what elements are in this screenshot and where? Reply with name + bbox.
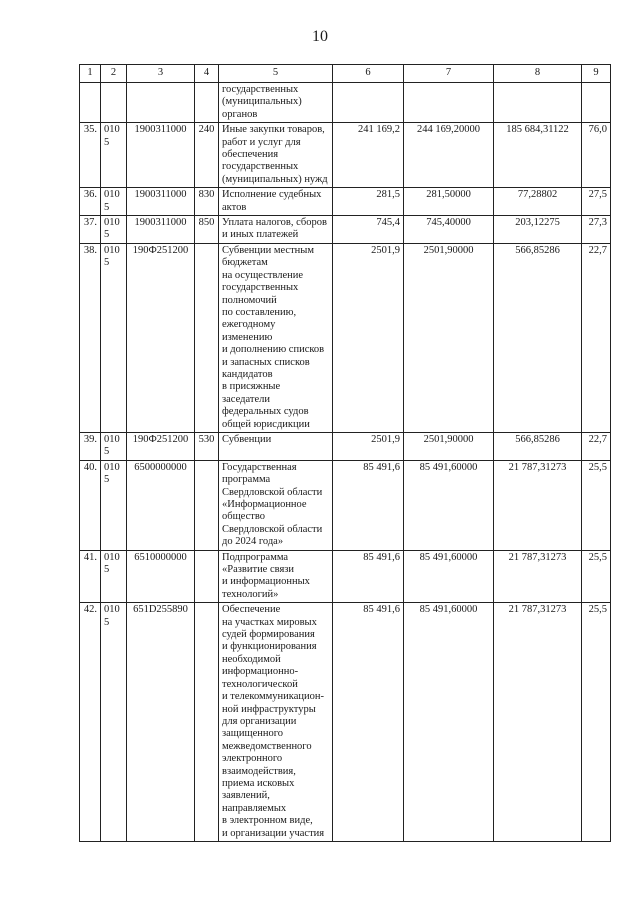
plan-amount: 2501,9 [333, 432, 404, 460]
item-name-line: государственных [222, 282, 299, 294]
table-row [80, 123, 611, 188]
column-header-5: 5 [219, 65, 333, 83]
item-name-line: электронного [222, 753, 283, 765]
table-row [80, 603, 611, 842]
item-name-line: органов [222, 108, 258, 120]
execution-percent: 22,7 [582, 243, 611, 432]
target-article: 1900311000 [127, 188, 195, 216]
column-header-1: 1 [80, 65, 101, 83]
plan-amount: 85 491,6 [333, 460, 404, 550]
target-article: 6500000000 [127, 460, 195, 550]
column-header-3: 3 [127, 65, 195, 83]
expense-type [195, 460, 219, 550]
item-name-line: технологической [222, 678, 298, 690]
table-row [80, 460, 611, 550]
item-name-line: государственных [222, 84, 299, 95]
item-name-line: Субвенции местным [222, 244, 314, 256]
executed-amount: 77,28802 [494, 188, 582, 216]
table-row [80, 550, 611, 603]
item-name-line: и информационных [222, 576, 310, 588]
item-name-line: до 2024 года» [222, 536, 284, 548]
target-article: 1900311000 [127, 216, 195, 244]
execution-percent: 25,5 [582, 603, 611, 842]
section-code [101, 83, 127, 123]
item-name-line: «Развитие связи [222, 564, 295, 576]
refined-amount: 244 169,20000 [404, 123, 494, 188]
item-name-line: Исполнение судебных [222, 189, 322, 201]
expense-type: 830 [195, 188, 219, 216]
item-name-line: на осуществление [222, 269, 304, 281]
execution-percent: 25,5 [582, 550, 611, 603]
item-name [219, 216, 333, 244]
item-name-line: направляемых [222, 802, 287, 814]
item-name-line: защищенного [222, 728, 284, 740]
table-row [80, 188, 611, 216]
column-header-2: 2 [101, 65, 127, 83]
execution-percent [582, 83, 611, 123]
item-name-line: кандидатов [222, 368, 273, 380]
item-name [219, 123, 333, 188]
item-name-line: Уплата налогов, сборов [222, 217, 327, 229]
item-name-line: приема исковых [222, 777, 295, 789]
execution-percent: 25,5 [582, 460, 611, 550]
refined-amount [404, 83, 494, 123]
item-name-line: заседатели [222, 393, 270, 405]
section-code: 0105 [101, 243, 127, 432]
column-header-8: 8 [494, 65, 582, 83]
item-name-line: Субвенции [222, 433, 272, 445]
executed-amount: 21 787,31273 [494, 550, 582, 603]
column-header-6: 6 [333, 65, 404, 83]
item-name-line: ной инфраструктуры [222, 703, 316, 715]
target-article: 190Ф251200 [127, 243, 195, 432]
expense-type [195, 550, 219, 603]
item-name-line: обеспечения [222, 149, 279, 161]
item-name [219, 83, 333, 123]
execution-percent: 22,7 [582, 432, 611, 460]
item-name-line: необходимой [222, 653, 281, 665]
item-name-line: Свердловской области [222, 523, 323, 535]
refined-amount: 2501,90000 [404, 432, 494, 460]
item-name-line: «Информационное [222, 499, 307, 510]
item-name-line: Государственная [222, 461, 297, 473]
item-name-line: Обеспечение [222, 604, 281, 616]
executed-amount: 185 684,31122 [494, 123, 582, 188]
item-name-line: и функционирования [222, 641, 317, 653]
row-number: 42. [80, 603, 101, 842]
section-code: 0105 [101, 188, 127, 216]
executed-amount: 566,85286 [494, 243, 582, 432]
item-name-line: технологий» [222, 588, 279, 600]
row-number: 38. [80, 243, 101, 432]
target-article: 190Ф251200 [127, 432, 195, 460]
section-code: 0105 [101, 460, 127, 550]
table-header-row [80, 65, 611, 83]
column-header-9: 9 [582, 65, 611, 83]
execution-percent: 76,0 [582, 123, 611, 188]
expense-type [195, 603, 219, 842]
refined-amount: 2501,90000 [404, 243, 494, 432]
target-article: 6510000000 [127, 550, 195, 603]
item-name-line: Подпрограмма [222, 551, 289, 563]
item-name-line: полномочий [222, 294, 277, 306]
item-name [219, 460, 333, 550]
item-name [219, 243, 333, 432]
column-header-7: 7 [404, 65, 494, 83]
section-code: 0105 [101, 603, 127, 842]
item-name-line: для организации [222, 715, 297, 727]
executed-amount: 566,85286 [494, 432, 582, 460]
section-code: 0105 [101, 550, 127, 603]
item-name-line: межведомственного [222, 740, 312, 752]
row-number [80, 83, 101, 123]
table-body [80, 83, 611, 842]
item-name-line: заявлений, [222, 790, 270, 802]
expense-type: 850 [195, 216, 219, 244]
item-name-line: программа [222, 474, 271, 486]
item-name [219, 550, 333, 603]
table-row [80, 83, 611, 123]
item-name [219, 432, 333, 460]
item-name-line: государственных [222, 161, 299, 173]
item-name-line: в присяжные [222, 381, 281, 393]
plan-amount: 241 169,2 [333, 123, 404, 188]
table-row [80, 216, 611, 244]
executed-amount: 21 787,31273 [494, 460, 582, 550]
item-name-line: и телекоммуникацион- [222, 691, 324, 703]
item-name-line: в электронном виде, [222, 815, 313, 827]
expense-type: 240 [195, 123, 219, 188]
item-name-line: федеральных судов [222, 406, 309, 418]
refined-amount: 85 491,60000 [404, 603, 494, 842]
expense-type: 530 [195, 432, 219, 460]
executed-amount: 21 787,31273 [494, 603, 582, 842]
refined-amount: 85 491,60000 [404, 550, 494, 603]
item-name-line: информационно- [222, 666, 299, 678]
page-number: 10 [312, 28, 328, 45]
item-name-line: взаимодействия, [222, 765, 296, 777]
target-article [127, 83, 195, 123]
item-name-line: по составлению, [222, 306, 297, 318]
item-name-line: Свердловской области [222, 486, 323, 498]
item-name-line: (муниципальных) нужд [222, 173, 328, 185]
row-number: 35. [80, 123, 101, 188]
table-row [80, 432, 611, 460]
table-row [80, 243, 611, 432]
executed-amount: 203,12275 [494, 216, 582, 244]
plan-amount [333, 83, 404, 123]
item-name-line: актов [222, 201, 247, 213]
plan-amount: 2501,9 [333, 243, 404, 432]
item-name-line: судей формирования [222, 629, 315, 641]
execution-percent: 27,5 [582, 188, 611, 216]
item-name-line: и запасных списков [222, 356, 310, 368]
plan-amount: 281,5 [333, 188, 404, 216]
execution-percent: 27,3 [582, 216, 611, 244]
item-name-line: работ и услуг для [222, 136, 301, 148]
expense-type [195, 243, 219, 432]
plan-amount: 745,4 [333, 216, 404, 244]
target-article: 651D255890 [127, 603, 195, 842]
item-name [219, 188, 333, 216]
row-number: 37. [80, 216, 101, 244]
item-name-line: общей юрисдикции [222, 418, 310, 430]
item-name-line: и организации участия [222, 827, 325, 839]
item-name-line: общество [222, 511, 265, 523]
row-number: 39. [80, 432, 101, 460]
plan-amount: 85 491,6 [333, 603, 404, 842]
refined-amount: 281,50000 [404, 188, 494, 216]
item-name-line: и дополнению списков [222, 344, 325, 356]
column-header-4: 4 [195, 65, 219, 83]
row-number: 41. [80, 550, 101, 603]
row-number: 36. [80, 188, 101, 216]
refined-amount: 85 491,60000 [404, 460, 494, 550]
item-name-line: изменению [222, 331, 273, 343]
item-name-line: Иные закупки товаров, [222, 124, 325, 136]
executed-amount [494, 83, 582, 123]
expense-type [195, 83, 219, 123]
refined-amount: 745,40000 [404, 216, 494, 244]
target-article: 1900311000 [127, 123, 195, 188]
item-name-line: и иных платежей [222, 229, 299, 241]
row-number: 40. [80, 460, 101, 550]
item-name-line: ежегодному [222, 319, 276, 331]
plan-amount: 85 491,6 [333, 550, 404, 603]
section-code: 0105 [101, 216, 127, 244]
item-name [219, 603, 333, 842]
budget-table [79, 64, 611, 842]
item-name-line: (муниципальных) [222, 96, 302, 108]
section-code: 0105 [101, 123, 127, 188]
item-name-line: на участках мировых [222, 616, 317, 628]
section-code: 0105 [101, 432, 127, 460]
item-name-line: бюджетам [222, 257, 268, 269]
